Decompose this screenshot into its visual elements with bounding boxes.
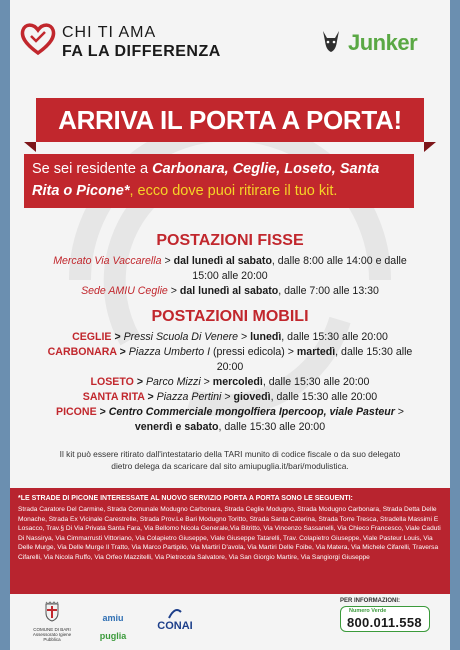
mobili-place: Pressi Scuola Di Venere bbox=[123, 331, 239, 343]
fisse-place: Sede AMIU Ceglie bbox=[81, 285, 168, 297]
fisse-days: dal lunedì al sabato bbox=[179, 285, 279, 297]
separator: (pressi edicola) > bbox=[210, 346, 297, 358]
streets-title: *LE STRADE DI PICONE INTERESSATE AL NUOVO SERVIZIO PORTA A PORTA SONO LE SEGUENTI: bbox=[18, 495, 353, 502]
zone-name: SANTA RITA bbox=[82, 391, 145, 403]
section-title-mobili: POSTAZIONI MOBILI bbox=[151, 308, 309, 325]
fisse-days: dal lunedì al sabato bbox=[173, 255, 272, 267]
separator: > bbox=[96, 406, 109, 418]
comune-logo bbox=[24, 600, 80, 642]
junker-wordmark: Junker bbox=[348, 30, 418, 55]
separator: > bbox=[161, 255, 174, 267]
fisse-list bbox=[40, 254, 420, 299]
recycle-heart-icon bbox=[20, 22, 56, 56]
section-title-fisse: POSTAZIONI FISSE bbox=[156, 232, 304, 249]
headline: ARRIVA IL PORTA A PORTA! bbox=[58, 105, 402, 135]
intro-box bbox=[24, 154, 414, 208]
comune-name: COMUNE DI BARI bbox=[33, 627, 71, 632]
zone-name: PICONE bbox=[56, 406, 97, 418]
conai-logo bbox=[150, 608, 200, 632]
numero-verde-label: Numero Verde bbox=[349, 608, 387, 614]
zone-name: CEGLIE bbox=[72, 331, 112, 343]
mobili-item bbox=[40, 330, 420, 345]
mobili-place: Piazza Umberto I bbox=[128, 346, 211, 358]
mobili-item bbox=[40, 375, 420, 390]
separator: > bbox=[111, 331, 124, 343]
info-label: PER INFORMAZIONI: bbox=[340, 598, 400, 604]
mobili-place: Parco Mizzi bbox=[145, 376, 201, 388]
fisse-place: Mercato Via Vaccarella bbox=[53, 255, 162, 267]
mobili-item bbox=[40, 405, 420, 435]
separator: > bbox=[167, 285, 180, 297]
separator: > bbox=[133, 376, 146, 388]
mobili-item bbox=[40, 390, 420, 405]
mobili-day: lunedì bbox=[250, 331, 282, 343]
streets-list: Strada Caratore Del Carmine, Strada Comunale Modugno Carbonara, Strada Ceglie Modugno, Strada Modugno Carbonara, Strada Detta Delle Monache, Strada Ex Vicinale Carestrelle, Strada Prov.Le Bari Modugno Toritto, Strada Santa Caterina, Strada Torre Tresca, Stradella Massimi E Losacco, Trav.§ Di Via Privata Santa Fara, Via Bellomo Nicola Generale,Via Bitritto, Via Vincenzo Sassanelli, Via Chieco Francesco, Viale Caduti Di Nassirya, Via Cimmarrusti Vittoriano, Via Colapietro Giuseppe, Viale Giuseppe Tatarelli, Trav. Colapietro Giuseppe, Viale Pasteur Louis, Via Delle Murge, Via Delle Murge Il Tratto, Via Marco Partipilo, Via Martiri D'avola, Via Martiri Delle Foibe, Via Matera, Via Michele Cifarelli, Traversa Cifarelli, Via Nicola Ruffo, Via Orfeo Mazzitelli, Via Pietrocola Salvatore, Via San Giorgio Martire, Via Sangiorgi Giuseppe bbox=[18, 506, 441, 561]
ribbon-fold-right bbox=[424, 142, 436, 152]
numero-verde-box bbox=[340, 606, 430, 632]
mobili-times: , dalle 15:30 alle 20:00 bbox=[218, 421, 326, 433]
brand-line-2: FA LA DIFFERENZA bbox=[62, 43, 221, 60]
pickup-note: Il kit può essere ritirato dall'intestatario della TARI munito di codice fiscale o da suo delegato dietro delega da scaricare dal sito amiupuglia.it/bari/modulistica. bbox=[59, 449, 401, 471]
city-crest-icon bbox=[42, 600, 62, 622]
picone-streets-box bbox=[10, 488, 450, 594]
headline-ribbon bbox=[36, 98, 424, 142]
separator: > bbox=[116, 346, 129, 358]
mobili-times: , dalle 15:30 alle 20:00 bbox=[270, 391, 378, 403]
comune-subtitle: Assessorato Igiene Pubblica bbox=[32, 632, 72, 642]
mobili-times: , dalle 15:30 alle 20:00 bbox=[216, 346, 413, 373]
conai-swirl-icon bbox=[167, 608, 183, 620]
intro-lead: Se sei residente a bbox=[32, 161, 153, 177]
separator: > bbox=[238, 331, 251, 343]
mobili-times: , dalle 15:30 alle 20:00 bbox=[281, 331, 388, 343]
mobili-day: martedì bbox=[296, 346, 336, 358]
intro-places: Carbonara, Ceglie, Loseto, Santa Rita o Picone* bbox=[32, 161, 380, 199]
info-box bbox=[340, 598, 430, 632]
donkey-icon bbox=[318, 28, 344, 54]
mobili-times: , dalle 15:30 alle 20:00 bbox=[262, 376, 370, 388]
separator: > bbox=[200, 376, 213, 388]
amiu-logo bbox=[88, 608, 138, 644]
amiu-wordmark-2: puglia bbox=[99, 631, 127, 641]
brand-line-1: CHI TI AMA bbox=[62, 24, 157, 41]
ribbon-fold-left bbox=[24, 142, 36, 152]
mobili-day: mercoledì bbox=[212, 376, 263, 388]
mobili-list bbox=[40, 330, 420, 435]
zone-name: LOSETO bbox=[90, 376, 134, 388]
mobili-item bbox=[40, 345, 420, 375]
zone-name: CARBONARA bbox=[47, 346, 117, 358]
separator: > bbox=[221, 391, 234, 403]
mobili-place: Centro Commerciale mongolfiera Ipercoop, viale Pasteur bbox=[108, 406, 395, 418]
header bbox=[10, 0, 450, 90]
amiu-wordmark: amiu bbox=[102, 613, 124, 623]
mobili-place: Piazza Pertini bbox=[156, 391, 222, 403]
fisse-item bbox=[40, 284, 420, 299]
mobili-day: venerdì e sabato bbox=[134, 421, 219, 433]
mobili-day: giovedì bbox=[233, 391, 271, 403]
fisse-times: , dalle 8:00 alle 14:00 e dalle 15:00 alle 20:00 bbox=[192, 255, 407, 282]
intro-tail: , ecco dove puoi ritirare il tuo kit. bbox=[129, 183, 338, 199]
fisse-item bbox=[40, 254, 420, 284]
fisse-times: , dalle 7:00 alle 13:30 bbox=[278, 285, 379, 297]
conai-wordmark: CONAI bbox=[157, 620, 193, 632]
flyer-page bbox=[10, 0, 450, 650]
numero-verde-number[interactable]: 800.011.558 bbox=[347, 615, 422, 630]
separator: > bbox=[144, 391, 157, 403]
separator: > bbox=[394, 406, 404, 418]
